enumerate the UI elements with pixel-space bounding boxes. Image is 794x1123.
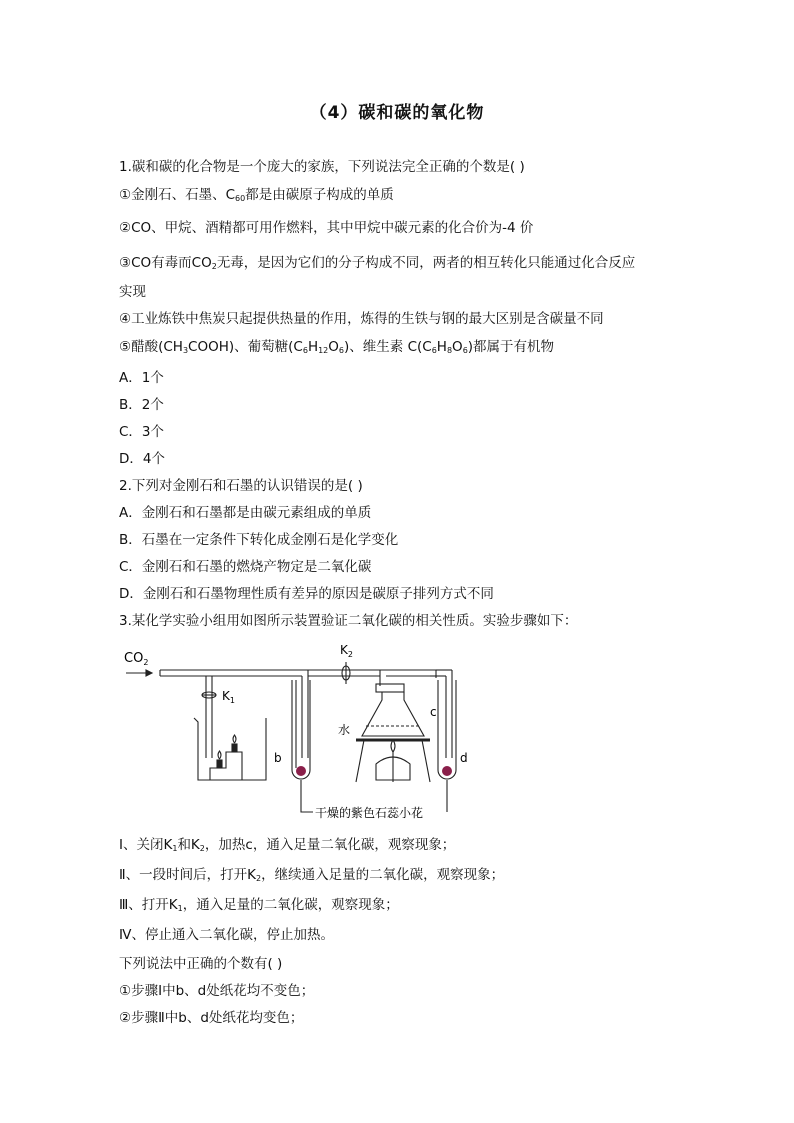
b-label: b	[274, 751, 282, 765]
co2-label: $CO_2$	[124, 651, 149, 667]
q3-choice-1: ①步骤Ⅰ中b、d处纸花均不变色；	[119, 983, 315, 999]
q2-stem: 2.下列对金刚石和石墨的认识错误的是( )	[119, 478, 363, 494]
k1-label: $K_1$	[222, 689, 235, 705]
q3-step-3: Ⅲ、打开K1，通入足量的二氧化碳，观察现象；	[119, 897, 399, 913]
d-label: d	[460, 751, 468, 765]
q1-statement-3-cont: 实现	[119, 284, 146, 300]
c-label: c	[430, 705, 437, 719]
q1-statement-2: ②CO、甲烷、酒精都可用作燃料，其中甲烷中碳元素的化合价为-4 价	[119, 220, 534, 236]
q1-option-b: B．2个	[119, 397, 164, 413]
q2-option-c: C．金刚石和石墨的燃烧产物定是二氧化碳	[119, 559, 372, 575]
q3-choice-2: ②步骤Ⅱ中b、d处纸花均变色；	[119, 1010, 304, 1026]
flower-d-icon	[442, 766, 452, 776]
q2-option-a: A．金刚石和石墨都是由碳元素组成的单质	[119, 505, 372, 521]
experiment-apparatus-figure	[118, 640, 678, 825]
q1-statement-3: ③CO有毒而CO2无毒，是因为它们的分子构成不同，两者的相互转化只能通过化合反应	[119, 255, 636, 271]
q1-option-c: C．3个	[119, 424, 165, 440]
page-title: （4）碳和碳的氧化物	[309, 103, 485, 123]
q1-statement-1: ①金刚石、石墨、C60都是由碳原子构成的单质	[119, 187, 394, 203]
q2-option-b: B．石墨在一定条件下转化成金刚石是化学变化	[119, 532, 399, 548]
q3-ask: 下列说法中正确的个数有( )	[119, 956, 283, 972]
water-label: 水	[338, 723, 351, 737]
q3-step-4: Ⅳ、停止通入二氧化碳，停止加热。	[119, 927, 334, 943]
q1-option-a: A．1个	[119, 370, 164, 386]
q1-statement-5: ⑤醋酸(CH3COOH)、葡萄糖(C6H12O6)、维生素 C(C6H8O6)都属于有机物	[119, 339, 555, 355]
flower-b-icon	[296, 766, 306, 776]
k2-label: $K_2$	[340, 643, 353, 659]
q1-option-d: D．4个	[119, 451, 165, 467]
q1-statement-4: ④工业炼铁中焦炭只起提供热量的作用，炼得的生铁与钢的最大区别是含碳量不同	[119, 311, 604, 327]
q2-option-d: D．金刚石和石墨物理性质有差异的原因是碳原子排列方式不同	[119, 586, 494, 602]
q3-step-1: Ⅰ、关闭K1和K2，加热c，通入足量二氧化碳，观察现象；	[119, 837, 456, 853]
q3-stem: 3.某化学实验小组用如图所示装置验证二氧化碳的相关性质。实验步骤如下：	[119, 613, 578, 629]
q3-step-2: Ⅱ、一段时间后，打开K2，继续通入足量的二氧化碳，观察现象；	[119, 867, 505, 883]
q1-stem: 1.碳和碳的化合物是一个庞大的家族，下列说法完全正确的个数是( )	[119, 159, 525, 175]
figure-caption: 干燥的紫色石蕊小花	[315, 806, 424, 820]
